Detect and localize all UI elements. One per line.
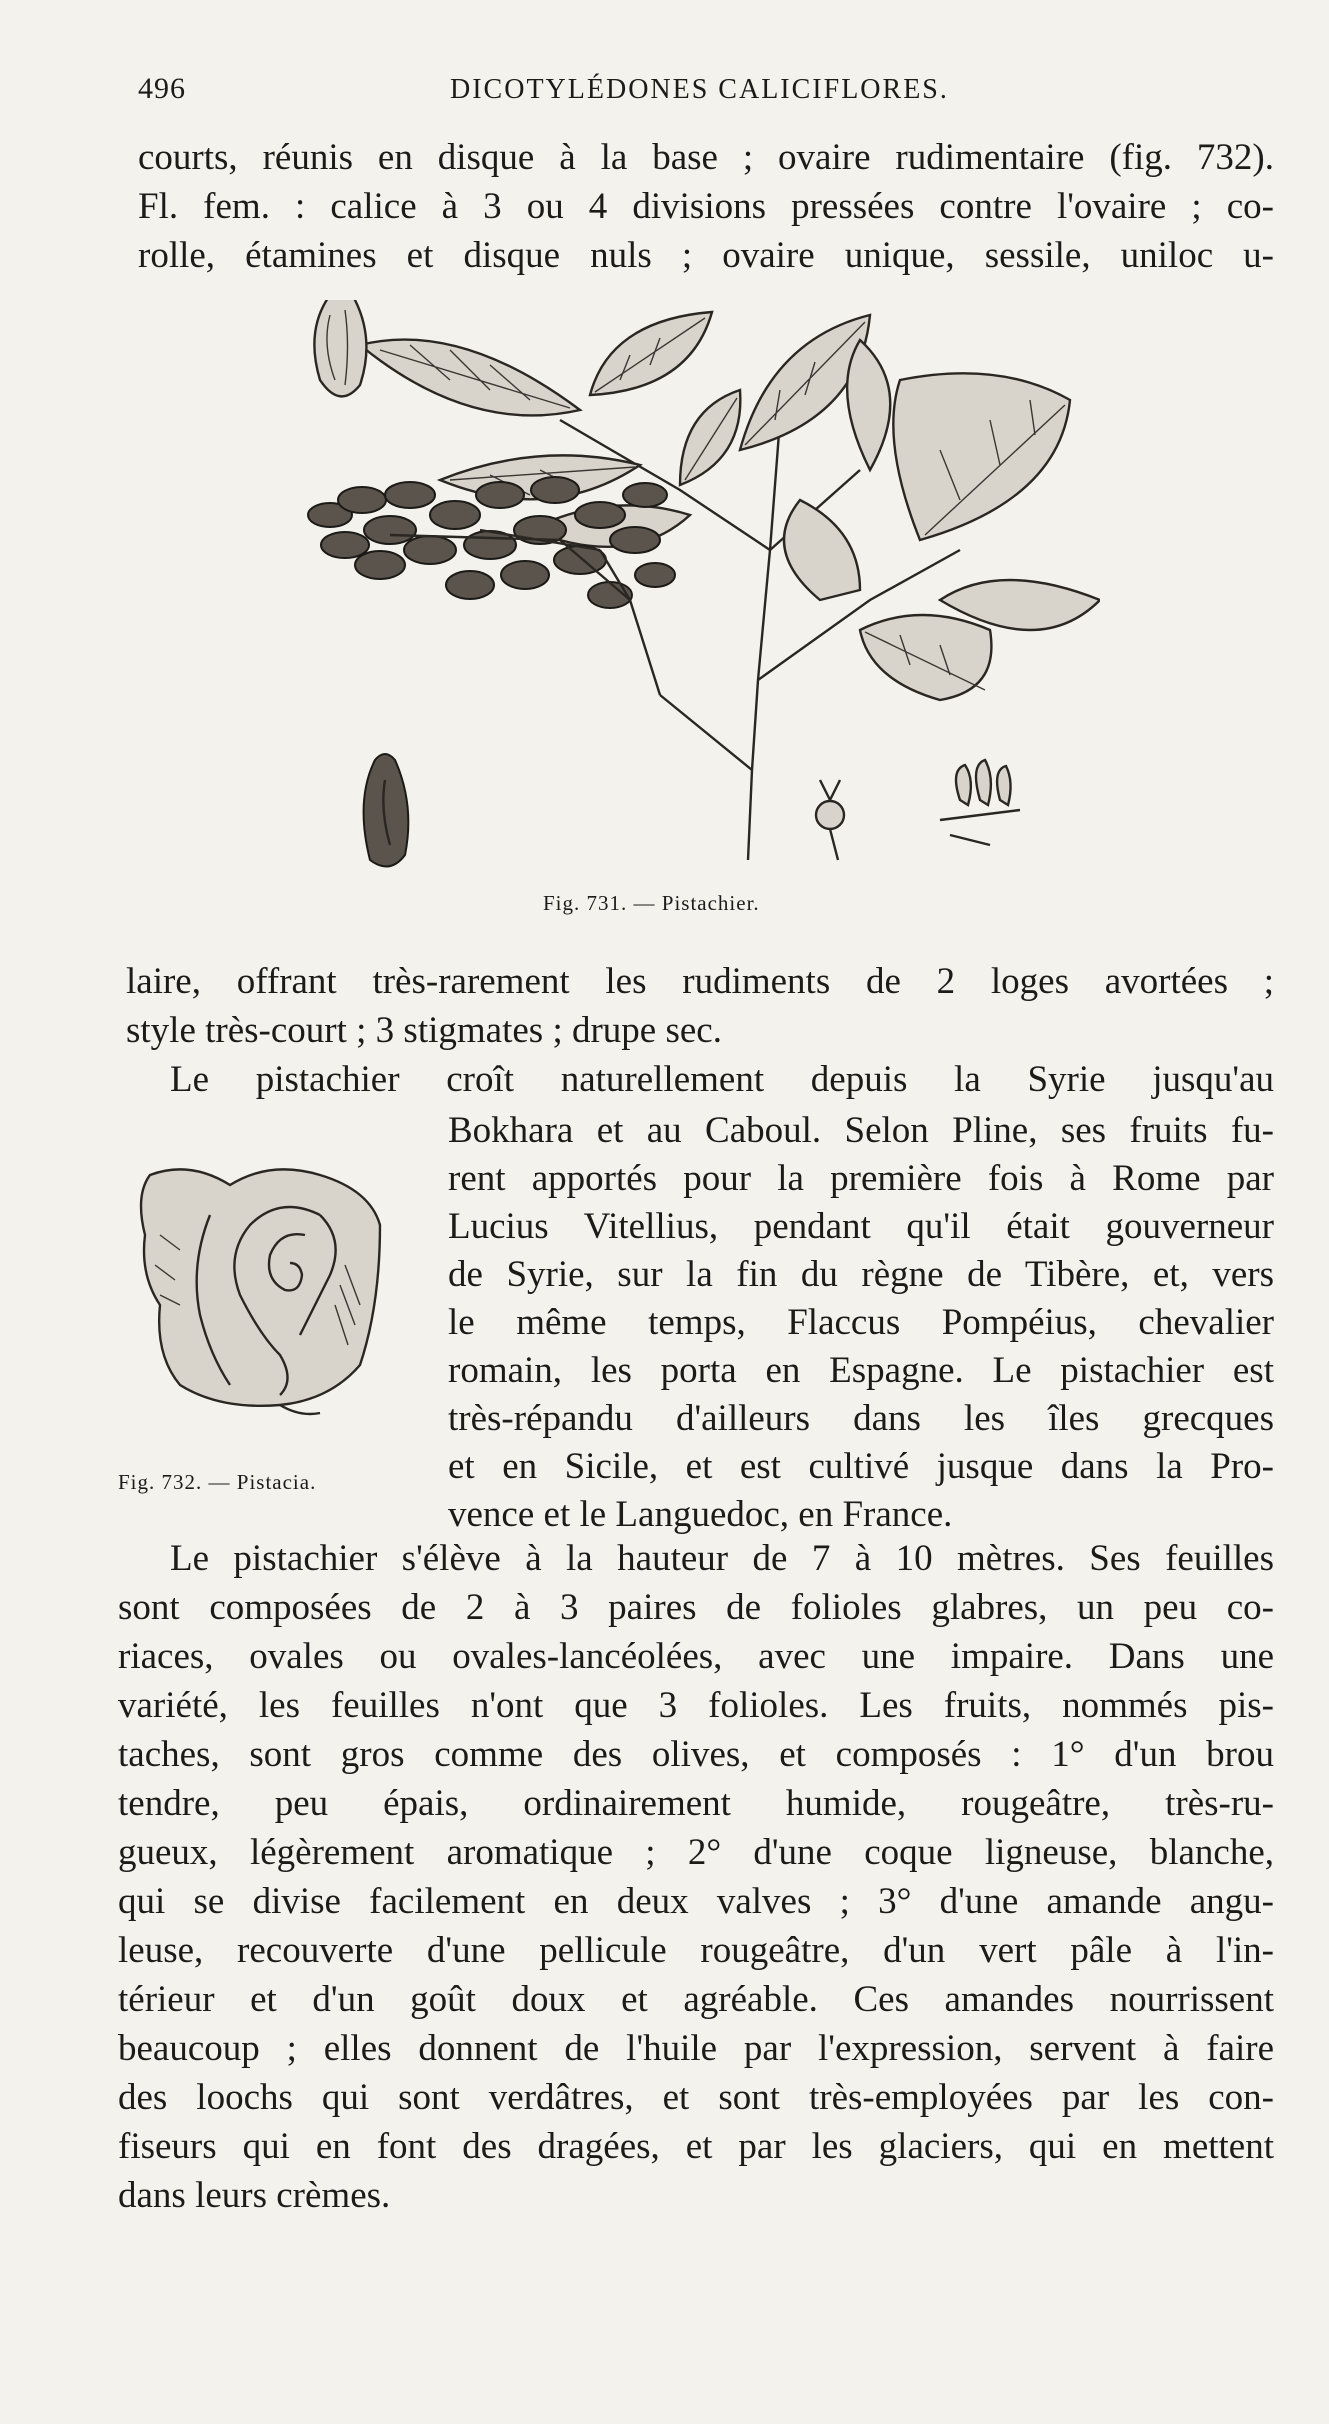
pistachio-branch-illustration [300,300,1100,870]
text-line: qui se divise facilement en deux valves ; 3° d'une amande angu- [118,1881,1274,1922]
figure-731-pistachier [300,300,1100,870]
nut-section-bottom [364,754,409,866]
text-line: variété, les feuilles n'ont que 3 folioles. Les fruits, nommés pis- [118,1685,1274,1726]
page-header [138,72,1258,118]
text-line: rent apportés pour la première fois à Rome par [448,1158,1274,1199]
text-line: Le pistachier s'élève à la hauteur de 7 à 10 mètres. Ses feuilles [170,1538,1274,1579]
figure-731-caption: Fig. 731. — Pistachier. [543,891,760,915]
text-line: Lucius Vitellius, pendant qu'il était gouverneur [448,1206,1274,1247]
pistacia-section-illustration [130,1155,400,1425]
text-line: des loochs qui sont verdâtres, et sont très-employées par les con- [118,2077,1274,2118]
text-line: sont composées de 2 à 3 paires de folioles glabres, un peu co- [118,1587,1274,1628]
nut-section-top [314,300,366,396]
text-line: et en Sicile, et est cultivé jusque dans la Pro- [448,1446,1274,1487]
text-line: le même temps, Flaccus Pompéius, chevalier [448,1302,1274,1343]
text-line: très-répandu d'ailleurs dans les îles grecques [448,1398,1274,1439]
text-line: de Syrie, sur la fin du règne de Tibère, et, vers [448,1254,1274,1295]
text-line: vence et le Languedoc, en France. [448,1494,953,1535]
text-line: leuse, recouverte d'une pellicule rougeâtre, d'un vert pâle à l'in- [118,1930,1274,1971]
text-line: laire, offrant très-rarement les rudiments de 2 loges avortées ; [126,961,1274,1002]
text-line: riaces, ovales ou ovales-lancéolées, avec une impaire. Dans une [118,1636,1274,1677]
text-line: térieur et d'un goût doux et agréable. Ces amandes nourrissent [118,1979,1274,2020]
text-line: dans leurs crèmes. [118,2175,391,2216]
text-line: fiseurs qui en font des dragées, et par les glaciers, qui en mettent [118,2126,1274,2167]
running-title: DICOTYLÉDONES CALICIFLORES. [450,74,949,105]
figure-732-pistacia [130,1155,400,1425]
page-number: 496 [138,72,186,105]
fruit-cluster [308,477,675,695]
text-line: taches, sont gros comme des olives, et composés : 1° d'un brou [118,1734,1274,1775]
text-line: beaucoup ; elles donnent de l'huile par l'expression, servent à faire [118,2028,1274,2069]
text-line: style très-court ; 3 stigmates ; drupe sec. [126,1010,722,1051]
text-line: courts, réunis en disque à la base ; ovaire rudimentaire (fig. 732). [138,137,1274,178]
text-line: Le pistachier croît naturellement depuis la Syrie jusqu'au [170,1059,1274,1100]
text-line: Fl. fem. : calice à 3 ou 4 divisions pressées contre l'ovaire ; co- [138,186,1274,227]
figure-732-caption: Fig. 732. — Pistacia. [118,1470,317,1494]
text-line: rolle, étamines et disque nuls ; ovaire unique, sessile, uniloc u- [138,235,1274,276]
stamen-detail [940,760,1020,845]
flower-detail [816,780,844,860]
text-line: gueux, légèrement aromatique ; 2° d'une coque ligneuse, blanche, [118,1832,1274,1873]
text-line: Bokhara et au Caboul. Selon Pline, ses fruits fu- [448,1110,1274,1151]
text-line: romain, les porta en Espagne. Le pistachier est [448,1350,1274,1391]
text-line: tendre, peu épais, ordinairement humide, rougeâtre, très-ru- [118,1783,1274,1824]
